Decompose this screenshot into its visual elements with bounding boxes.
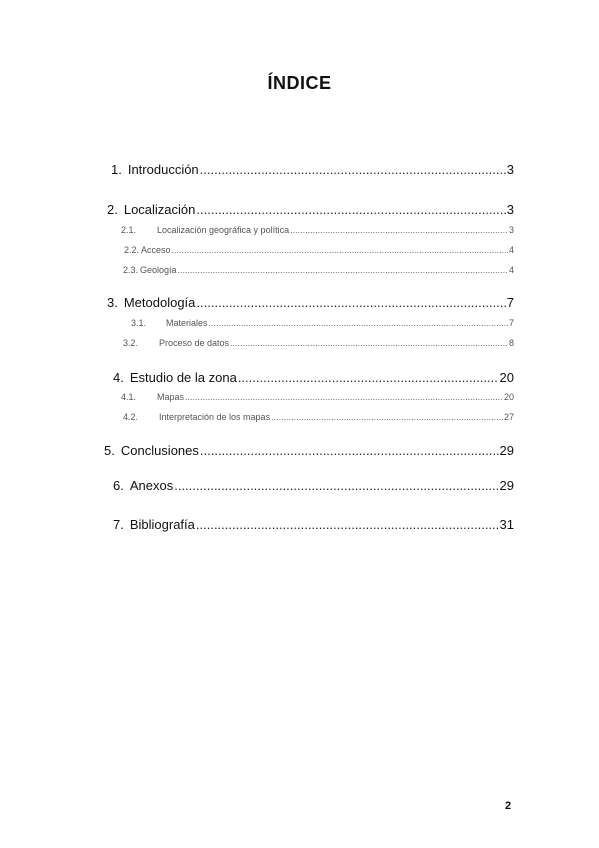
- toc-entry-label: Metodología: [123, 295, 196, 310]
- toc-entry-introduccion[interactable]: [111, 162, 514, 177]
- toc-entry-metodologia[interactable]: [107, 295, 514, 310]
- toc-entry-localizacion[interactable]: [107, 202, 514, 217]
- toc-entry-page: 7: [508, 318, 514, 328]
- toc-entry-number: 7.: [113, 517, 124, 532]
- toc-entry-label: Introducción: [127, 162, 199, 177]
- toc-entry-label: Geología: [140, 265, 177, 275]
- toc-entry-page: 8: [508, 338, 514, 348]
- toc-entry-bibliografia[interactable]: [113, 517, 514, 532]
- toc-entry-label: Conclusiones: [120, 443, 199, 458]
- toc-leader-dots: [271, 412, 503, 422]
- page-number: 2: [505, 800, 512, 812]
- toc-entry-number: 3.1.: [131, 318, 147, 328]
- toc-entry-page: 4: [508, 245, 514, 255]
- toc-entry-number: 2.1.: [121, 225, 137, 235]
- toc-leader-dots: [172, 245, 508, 255]
- toc-entry-number: 4.1.: [121, 392, 137, 402]
- toc-entry-page: 29: [499, 478, 514, 493]
- toc-entry-number: 3.: [107, 295, 118, 310]
- toc-entry-label: Proceso de datos: [159, 338, 230, 348]
- toc-entry-page: 3: [508, 225, 514, 235]
- toc-entry-number: 4.: [113, 370, 124, 385]
- toc-leader-dots: [185, 392, 503, 402]
- toc-entry-label: Estudio de la zona: [129, 370, 237, 385]
- toc-entry-proceso-de-datos[interactable]: [123, 338, 514, 348]
- toc-leader-dots: [196, 517, 499, 532]
- toc-leader-dots: [209, 318, 508, 328]
- toc-entry-estudio-de-la-zona[interactable]: [113, 370, 514, 385]
- toc-leader-dots: [178, 265, 508, 275]
- toc-entry-number: 2.2.: [124, 245, 140, 255]
- toc-entry-geologia[interactable]: [123, 265, 514, 275]
- toc-entry-number: 6.: [113, 478, 124, 493]
- toc-entry-label: Localización: [123, 202, 196, 217]
- toc-entry-number: 5.: [104, 443, 115, 458]
- toc-leader-dots: [174, 478, 498, 493]
- toc-entry-mapas[interactable]: [121, 392, 514, 402]
- toc-entry-page: 3: [506, 202, 514, 217]
- toc-entry-number: 4.2.: [123, 412, 139, 422]
- toc-entry-materiales[interactable]: [131, 318, 514, 328]
- toc-entry-label: Mapas: [157, 392, 185, 402]
- page-title: ÍNDICE: [267, 73, 332, 93]
- toc-leader-dots: [200, 443, 499, 458]
- toc-leader-dots: [196, 295, 505, 310]
- toc-entry-number: 2.3.: [123, 265, 139, 275]
- toc-entry-page: 4: [508, 265, 514, 275]
- toc-entry-label: Acceso: [141, 245, 171, 255]
- toc-entry-number: 3.2.: [123, 338, 139, 348]
- toc-entry-page: 20: [503, 392, 514, 402]
- toc-entry-label: Interpretación de los mapas: [159, 412, 271, 422]
- toc-entry-conclusiones[interactable]: [104, 443, 514, 458]
- toc-entry-label: Anexos: [129, 478, 174, 493]
- toc-entry-page: 29: [499, 443, 514, 458]
- toc-leader-dots: [230, 338, 508, 348]
- toc-entry-anexos[interactable]: [113, 478, 514, 493]
- toc-entry-label: Localización geográfica y política: [157, 225, 290, 235]
- toc-leader-dots: [238, 370, 499, 385]
- toc-entry-interpretacion-mapas[interactable]: [123, 412, 514, 422]
- toc-entry-page: 20: [499, 370, 514, 385]
- toc-entry-page: 3: [506, 162, 514, 177]
- toc-entry-acceso[interactable]: [124, 245, 514, 255]
- toc-entry-page: 7: [506, 295, 514, 310]
- toc-entry-page: 31: [499, 517, 514, 532]
- toc-leader-dots: [290, 225, 508, 235]
- toc-entry-page: 27: [503, 412, 514, 422]
- toc-entry-label: Materiales: [166, 318, 208, 328]
- toc-leader-dots: [200, 162, 506, 177]
- toc-entry-number: 2.: [107, 202, 118, 217]
- toc-leader-dots: [196, 202, 505, 217]
- toc-entry-number: 1.: [111, 162, 122, 177]
- toc-entry-label: Bibliografía: [129, 517, 195, 532]
- toc-entry-localizacion-geografica[interactable]: [121, 225, 514, 235]
